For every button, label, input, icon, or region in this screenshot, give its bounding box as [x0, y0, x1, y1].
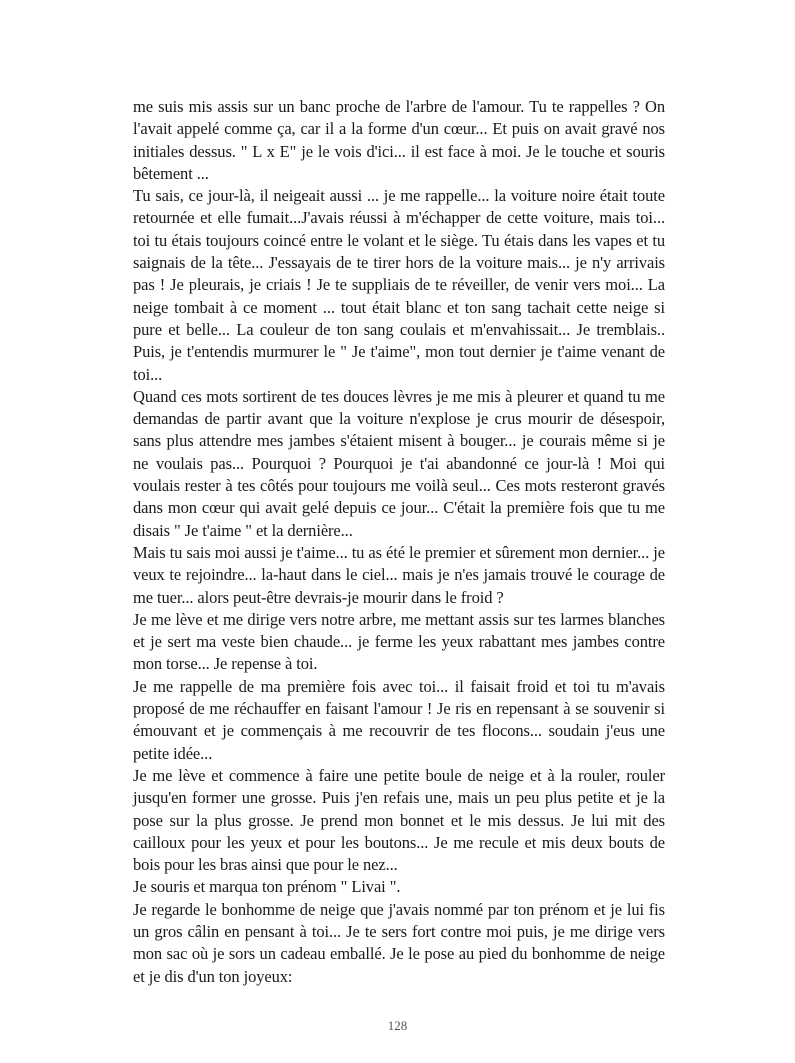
- paragraph: Je me lève et me dirige vers notre arbre, me mettant assis sur tes larmes blanches et je sert ma veste bien chaude... je ferme les yeux rabattant mes jambes contre mon torse... Je repense à toi.: [133, 609, 665, 674]
- paragraph: Je me rappelle de ma première fois avec toi... il faisait froid et toi tu m'avais proposé de me réchauffer en faisant l'amour ! Je ris en repensant à se souvenir si émouvant et je commençais à me recouvrir de tes flocons... soudain j'eus une petite idée...: [133, 676, 665, 763]
- paragraph: Je me lève et commence à faire une petite boule de neige et à la rouler, rouler jusqu'en former une grosse. Puis j'en refais une, mais un peu plus petite et je la pose sur la plus grosse. Je prend mon bonnet et le mis dessus. Je lui mit des cailloux pour les yeux et pour les boutons... Je me recule et mis deux bouts de bois pour les bras ainsi que pour le nez...: [133, 765, 665, 875]
- paragraph: me suis mis assis sur un banc proche de l'arbre de l'amour. Tu te rappelles ? On l'avait appelé comme ça, car il a la forme d'un cœur... Et puis on avait gravé nos initiales dessus. " L x E" je le vois d'ici... il est face à moi. Je le touche et souris bêtement ...: [133, 97, 665, 183]
- paragraph: Quand ces mots sortirent de tes douces lèvres je me mis à pleurer et quand tu me demandas de partir avant que la voiture n'explose je crus mourir de désespoir, sans plus attendre mes jambes s'étaient misent à bouger... je courais même si je ne voulais pas... Pourquoi ? Pourquoi je t'ai abandonné ce jour-là ! Moi qui voulais rester à tes côtés pour toujours me voilà seul... Ces mots resteront gravés dans mon cœur qui avait gelé depuis ce jour... C'était la première fois que tu me disais " Je t'aime " et la dernière...: [133, 386, 665, 540]
- paragraph: Je regarde le bonhomme de neige que j'avais nommé par ton prénom et je lui fis un gros câlin en pensant à toi... Je te sers fort contre moi puis, je me dirige vers mon sac où je sors un cadeau emballé. Je le pose au pied du bonhomme de neige et je dis d'un ton joyeux:: [133, 899, 665, 986]
- page-number: 128: [387, 1018, 408, 1033]
- body-text: [133, 96, 665, 988]
- paragraph: Mais tu sais moi aussi je t'aime... tu as été le premier et sûrement mon dernier... je veux te rejoindre... la-haut dans le ciel... mais je n'es jamais trouvé le courage de me tuer... alors peut-être devrais-je mourir dans le froid ?: [133, 542, 665, 607]
- paragraph: Je souris et marqua ton prénom " Livai ".: [133, 877, 401, 897]
- paragraph: Tu sais, ce jour-là, il neigeait aussi ... je me rappelle... la voiture noire était toute retournée et elle fumait...J'avais réussi à m'échapper de cette voiture, mais toi... toi tu étais toujours coincé entre le volant et le siège. Tu étais dans les vapes et tu saignais de la tête... J'essayais de te tirer hors de la voiture mais... je n'y arrivais pas ! Je pleurais, je criais ! Je te suppliais de te réveiller, de venir vers moi... La neige tombait à ce moment ... tout était blanc et ton sang tachait cette neige si pure et belle... La couleur de ton sang coulais et m'envahissait... Je tremblais.. Puis, je t'entendis murmurer le " Je t'aime", mon tout dernier je t'aime venant de toi...: [133, 186, 665, 384]
